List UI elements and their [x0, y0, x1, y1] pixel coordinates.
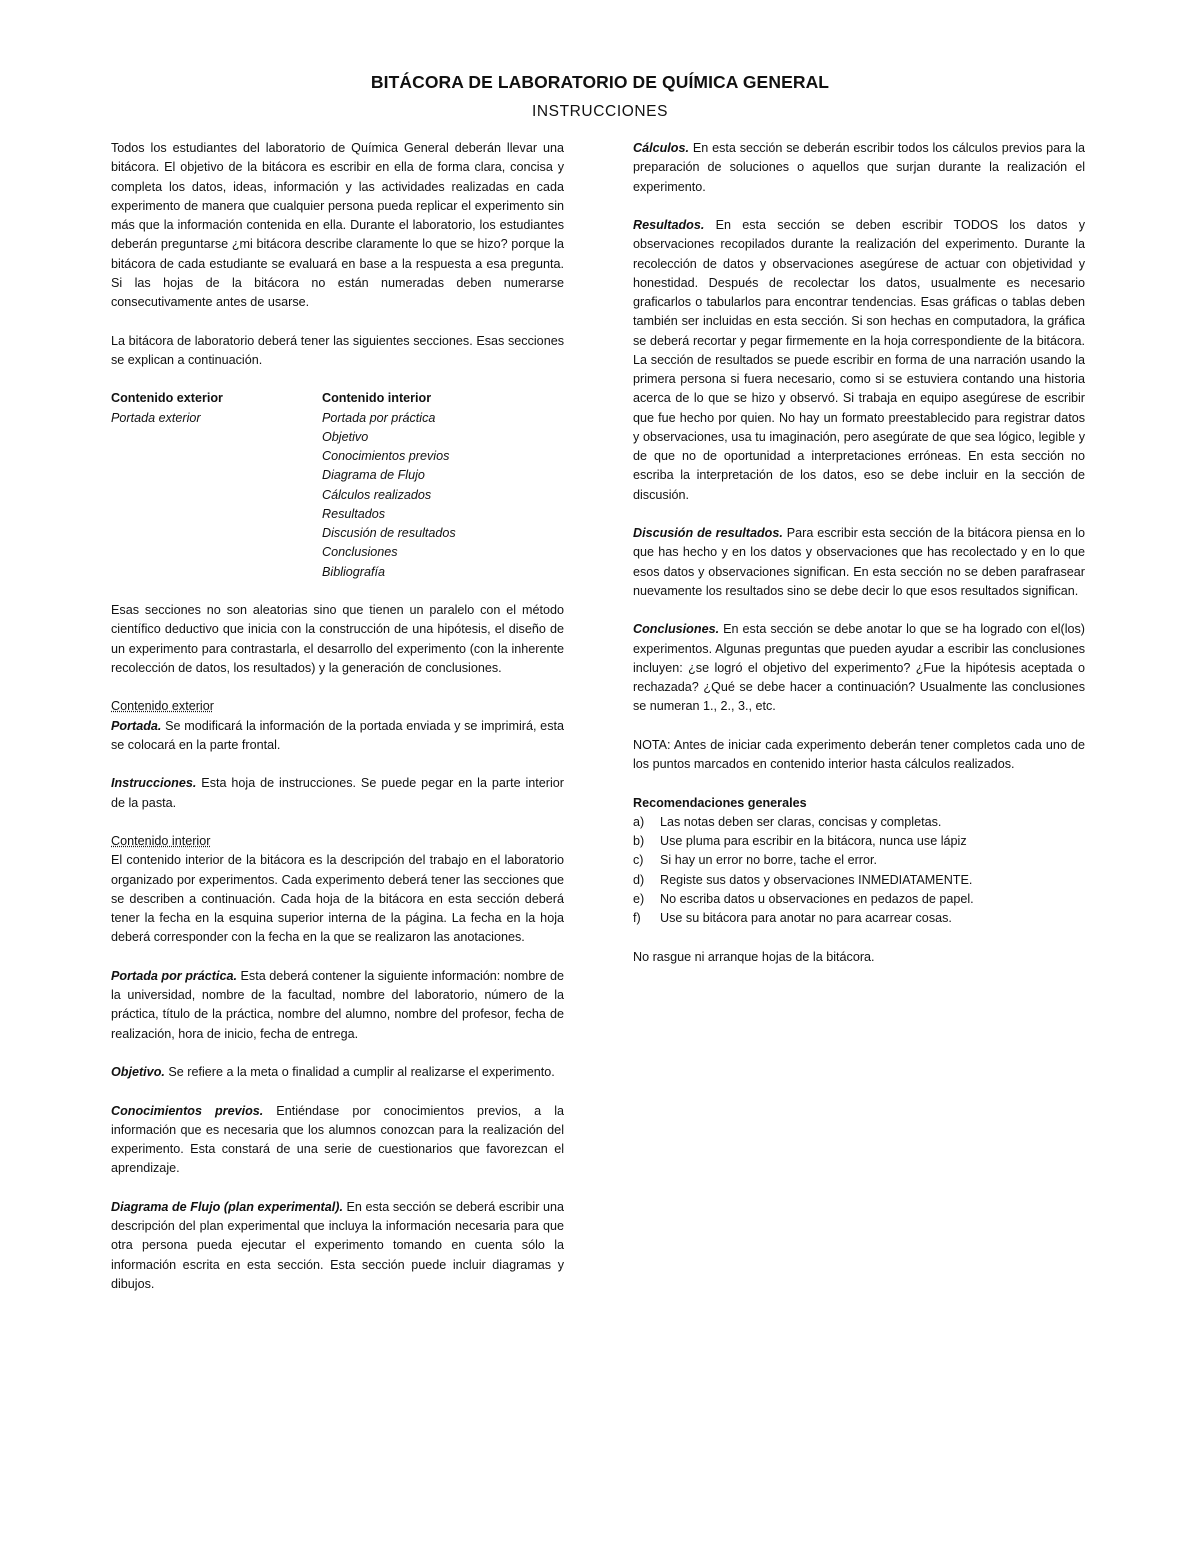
list-marker: d) [633, 872, 645, 887]
interior-section-item: Conclusiones [322, 545, 398, 560]
recommendation-text: Si hay un error no borre, tache el error. [660, 853, 878, 868]
portada-practica-label: Portada por práctica. [111, 968, 237, 983]
interior-section-item: Objetivo [322, 429, 369, 444]
portada-practica-paragraph [111, 967, 564, 1044]
exterior-sections-header: Contenido exterior [111, 391, 223, 406]
interior-content-text: El contenido interior de la bitácora es la descripción del trabajo en el laboratorio organizado por experimentos. Cada experimento deberá tener las secciones que se describen a continuación. Cada hoja de la bitácora en esta sección deberá tener la fecha en la esquina superior interna de la página. La fecha en la hoja deberá corresponder con la fecha en la que se realizaron las anotaciones. [111, 853, 564, 945]
document-subtitle: INSTRUCCIONES [531, 103, 669, 120]
calculos-paragraph [633, 139, 1085, 197]
resultados-label: Resultados. [633, 218, 705, 232]
list-marker: f) [633, 911, 641, 925]
exterior-content-block [111, 697, 564, 755]
portada-text: Se modificará la información de la portada enviada y se imprimirá, esta se colocará en la parte frontal. [111, 718, 564, 752]
interior-section-item: Conocimientos previos [322, 449, 450, 463]
discusion-label: Discusión de resultados. [633, 526, 783, 540]
portada-practica-text: Esta deberá contener la siguiente información: nombre de la universidad, nombre de la facultad, nombre del laboratorio, número de la práctica, título de la práctica, nombre del alumno, nombre del profesor, fecha de realización, hora de inicio, fecha de entrega. [111, 968, 564, 1041]
diagrama-label: Diagrama de Flujo (plan experimental). [111, 1199, 343, 1214]
resultados-text: En esta sección se deben escribir TODOS los datos y observaciones recopilados durante la realización del experimento. Durante la recolección de datos y observaciones asegúrese de actuar con objetividad y honestidad. Después de recolectar los datos, usualmente es necesario graficarlos o tabularlos para encontrar tendencias. Esas gráficas o tablas deben también ser incluidas en esta sección. Si son hechas en computadora, la gráfica se deberá recortar y pegar firmemente en la hoja correspondiente de la bitácora. La sección de resultados se puede escribir en forma de una narración usando la primera persona si fuera necesario, como si se estuviera contando una historia acerca de lo que se hizo y observó. Si trabaja en equipo asegúrese de escribir que fue hecho por quien. No hay un formato preestablecido para registrar datos y observaciones, usa tu imaginación, pero asegúrate de que sea lógico, legible y de que no de oportunidad a interpretaciones erróneas. En esta sección no escriba la interpretación de los datos, eso se debe incluir en la sección de discusión. [633, 218, 1085, 502]
list-marker: b) [633, 834, 645, 848]
method-paragraph: Esas secciones no son aleatorias sino que tienen un paralelo con el método científico deductivo que inicia con la construcción de una hipótesis, el diseño de un experimento para contrastarla, el desarrollo del experimento (con la inherente recolección de datos, los resultados) y la generación de conclusiones. [111, 603, 564, 675]
recommendation-text: Las notas deben ser claras, concisas y completas. [660, 814, 942, 829]
interior-section-item: Bibliografía [322, 564, 386, 579]
objetivo-text: Se refiere a la meta o finalidad a cumplir al realizarse el experimento. [164, 1065, 555, 1079]
objetivo-label: Objetivo. [111, 1065, 165, 1079]
instrucciones-text: Esta hoja de instrucciones. Se puede pegar en la parte interior de la pasta. [111, 776, 564, 810]
conclusiones-paragraph [633, 620, 1085, 716]
interior-sections-header: Contenido interior [322, 391, 432, 406]
calculos-text: En esta sección se deberán escribir todos los cálculos previos para la preparación de soluciones o aquellos que surjan durante la realización el experimento. [633, 141, 1085, 194]
conocimientos-label: Conocimientos previos. [111, 1103, 264, 1118]
recommendation-text: No escriba datos u observaciones en pedazos de papel. [660, 891, 974, 906]
intro-paragraph: Todos los estudiantes del laboratorio de Química General deberán llevar una bitácora. El objetivo de la bitácora es escribir en ella de forma clara, concisa y completa los datos, ideas, información y las actividades realizadas en cada experimento de manera que cualquier persona pueda replicar el experimento sin más que la información contenida en ella. Durante el laboratorio, los estudiantes deberán preguntarse ¿mi bitácora describe claramente lo que se hizo? porque la bitácora de cada estudiante se evaluará en base a la respuesta a esa pregunta. Si las hojas de la bitácora no están numeradas deben numerarse consecutivamente antes de usarse. [111, 141, 564, 309]
recommendations-list [633, 813, 1085, 929]
discusion-text: Para escribir esta sección de la bitácora piensa en lo que has hecho y en los datos y observaciones que has recolectado y en lo que esos datos y observaciones significan. En esta sección no se deben parafrasear nuevamente los resultados sino se debe decir lo que esos resultados significan. [633, 526, 1085, 598]
interior-section-item: Resultados [322, 506, 386, 521]
calculos-label: Cálculos. [633, 141, 689, 155]
left-column [111, 139, 564, 1313]
instrucciones-paragraph [111, 774, 564, 813]
recommendation-item [633, 851, 1085, 870]
conocimientos-text: Entiéndase por conocimientos previos, a la información que es necesaria que los alumnos conozcan para la realización del experimento. Esta constará de una serie de cuestionarios que favorezcan el aprendizaje. [111, 1103, 564, 1176]
list-marker: c) [633, 853, 644, 868]
exterior-section-item: Portada exterior [111, 410, 201, 425]
sections-intro-paragraph: La bitácora de laboratorio deberá tener las siguientes secciones. Esas secciones se explican a continuación. [111, 333, 564, 367]
recommendation-text: Registe sus datos y observaciones INMEDIATAMENTE. [660, 872, 973, 887]
recommendation-item [633, 832, 1085, 851]
interior-section-item: Portada por práctica [322, 410, 436, 425]
diagrama-text: En esta sección se deberá escribir una descripción del plan experimental que incluya la información necesaria para que otra persona pueda ejecutar el experimento tomando en cuenta sólo la información escrita en esta sección. Esta sección puede incluir diagramas y dibujos. [111, 1199, 565, 1291]
list-marker: e) [633, 891, 645, 906]
nota-paragraph: NOTA: Antes de iniciar cada experimento deberán tener completos cada uno de los puntos marcados en contenido interior hasta cálculos realizados. [633, 737, 1085, 771]
conclusiones-label: Conclusiones. [633, 622, 720, 637]
recommendations-title: Recomendaciones generales [633, 795, 807, 810]
sections-table [111, 389, 564, 582]
interior-content-heading: Contenido interior [111, 834, 211, 848]
right-column [633, 139, 1085, 986]
recommendation-item [633, 813, 1085, 832]
exterior-sections-column [111, 389, 322, 582]
interior-sections-column [322, 389, 564, 582]
recommendation-text: Use pluma para escribir en la bitácora, nunca use lápiz [660, 834, 967, 848]
objetivo-paragraph [111, 1063, 564, 1082]
conclusiones-text: En esta sección se debe anotar lo que se ha logrado con el(los) experimentos. Algunas preguntas que pueden ayudar a escribir las conclusiones incluyen: ¿se logró el objetivo del experimento? ¿Fue la hipótesis aceptada o rechazada? ¿Qué se debe hacer a continuación? Usualmente las conclusiones se numeran 1., 2., 3., etc. [633, 622, 1085, 714]
interior-content-block [111, 832, 564, 948]
recommendation-item [633, 909, 1085, 928]
interior-section-item: Discusión de resultados [322, 526, 456, 540]
recommendation-item [633, 871, 1085, 890]
recommendation-item [633, 890, 1085, 909]
list-marker: a) [633, 814, 645, 829]
portada-label: Portada. [111, 718, 162, 733]
recommendation-text: Use su bitácora para anotar no para acarrear cosas. [660, 911, 952, 925]
instrucciones-label: Instrucciones. [111, 776, 197, 791]
resultados-paragraph [633, 216, 1085, 505]
interior-section-item: Diagrama de Flujo [322, 468, 425, 483]
conocimientos-paragraph [111, 1102, 564, 1179]
discusion-paragraph [633, 524, 1085, 601]
closing-paragraph: No rasgue ni arranque hojas de la bitácora. [633, 949, 875, 964]
exterior-content-heading: Contenido exterior [111, 699, 214, 714]
document-title: BITÁCORA DE LABORATORIO DE QUÍMICA GENERAL [370, 72, 830, 92]
diagrama-paragraph [111, 1198, 564, 1294]
interior-section-item: Cálculos realizados [322, 487, 432, 502]
